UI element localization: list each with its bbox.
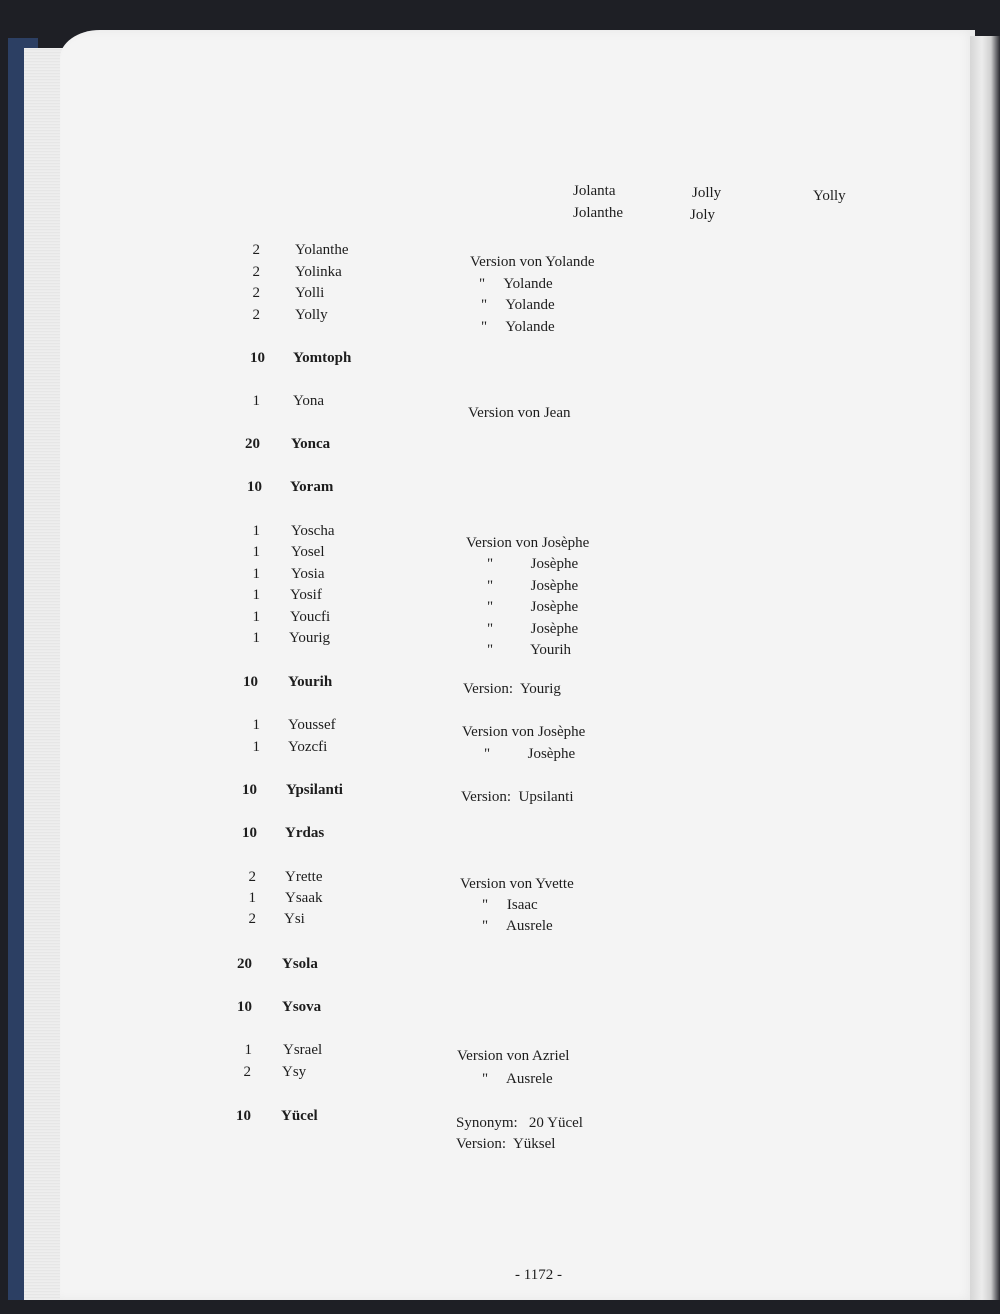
header-col-a-2: Jolanthe xyxy=(573,205,623,221)
entry-number: 1 xyxy=(252,739,260,755)
entry-name: Yolli xyxy=(295,285,325,301)
entry-name: Yozcfi xyxy=(288,739,328,755)
entry-number: 1 xyxy=(252,393,260,409)
entry-name: Yosel xyxy=(291,544,325,560)
entry-name: Yonca xyxy=(291,436,331,452)
entry-name: Yrdas xyxy=(285,825,325,841)
entry-note: " Yolande xyxy=(481,297,555,313)
entry-number: 1 xyxy=(252,609,260,625)
entry-note: " Yolande xyxy=(479,276,553,292)
entry-number: 2 xyxy=(252,264,260,280)
entry-name: Yoram xyxy=(290,479,334,495)
entry-number: 10 xyxy=(242,825,257,841)
header-col-a-1: Jolanta xyxy=(573,183,616,199)
entry-note: " Ausrele xyxy=(482,918,553,934)
entry-number: 2 xyxy=(252,242,260,258)
entry-name: Yomtoph xyxy=(293,350,352,366)
book-page xyxy=(60,30,975,1300)
entry-name: Yourig xyxy=(289,630,330,646)
entry-name: Youssef xyxy=(288,717,336,733)
header-col-c: Yolly xyxy=(813,188,846,204)
binding-shadow xyxy=(970,36,1000,1300)
entry-note: " Ausrele xyxy=(482,1071,553,1087)
entry-name: Yücel xyxy=(281,1108,318,1124)
entry-number: 1 xyxy=(248,890,256,906)
entry-number: 2 xyxy=(248,911,256,927)
entry-number: 1 xyxy=(252,566,260,582)
entry-note: Version von Yolande xyxy=(470,254,595,270)
entry-name: Yrette xyxy=(285,869,323,885)
entry-number: 1 xyxy=(252,717,260,733)
entry-name: Youcfi xyxy=(290,609,331,625)
entry-name: Ysaak xyxy=(285,890,323,906)
entry-name: Ypsilanti xyxy=(286,782,343,798)
entry-number: 1 xyxy=(252,587,260,603)
entry-note: Synonym: 20 Yücel xyxy=(456,1115,583,1131)
entry-note: " Josèphe xyxy=(487,599,579,615)
entry-number: 10 xyxy=(236,1108,251,1124)
entry-note: " Josèphe xyxy=(487,556,579,572)
entry-note: Version: Upsilanti xyxy=(461,789,574,805)
entry-note: Version von Josèphe xyxy=(462,724,586,740)
entry-number: 2 xyxy=(243,1064,251,1080)
entry-name: Ysola xyxy=(282,956,318,972)
entry-number: 20 xyxy=(237,956,252,972)
entry-number: 10 xyxy=(247,479,262,495)
header-col-b-1: Jolly xyxy=(692,185,722,201)
entry-name: Yolinka xyxy=(295,264,342,280)
entry-extra-note: Version: Yüksel xyxy=(456,1136,556,1152)
entry-note: Version von Jean xyxy=(468,405,571,421)
entry-name: Ysi xyxy=(284,911,305,927)
entry-number: 10 xyxy=(243,674,258,690)
entry-number: 1 xyxy=(252,544,260,560)
entry-note: " Yolande xyxy=(481,319,555,335)
entry-number: 1 xyxy=(244,1042,252,1058)
background-band xyxy=(0,1300,1000,1314)
entry-name: Yoscha xyxy=(291,523,335,539)
entry-name: Ysy xyxy=(282,1064,307,1080)
entry-number: 2 xyxy=(252,307,260,323)
entry-name: Ysrael xyxy=(283,1042,323,1058)
header-col-b-2: Joly xyxy=(690,207,716,223)
entry-note: " Josèphe xyxy=(487,578,579,594)
entry-number: 10 xyxy=(242,782,257,798)
entry-note: " Isaac xyxy=(482,897,538,913)
entry-number: 10 xyxy=(250,350,265,366)
entry-number: 2 xyxy=(248,869,256,885)
entry-number: 2 xyxy=(252,285,260,301)
entry-number: 1 xyxy=(252,630,260,646)
entry-name: Yolly xyxy=(295,307,328,323)
page-number: - 1172 - xyxy=(515,1267,562,1283)
entry-note: Version von Azriel xyxy=(457,1048,570,1064)
entry-note: " Josèphe xyxy=(487,621,579,637)
entry-name: Yosif xyxy=(290,587,322,603)
entry-note: Version: Yourig xyxy=(463,681,561,697)
entry-note: Version von Josèphe xyxy=(466,535,590,551)
entry-number: 1 xyxy=(252,523,260,539)
entry-note: " Yourih xyxy=(487,642,572,658)
entry-note: Version von Yvette xyxy=(460,876,574,892)
entry-name: Yourih xyxy=(288,674,333,690)
entry-number: 10 xyxy=(237,999,252,1015)
entry-number: 20 xyxy=(245,436,260,452)
entry-note: " Josèphe xyxy=(484,746,576,762)
entry-name: Ysova xyxy=(282,999,322,1015)
entry-name: Yosia xyxy=(291,566,325,582)
entry-name: Yona xyxy=(293,393,324,409)
entry-name: Yolanthe xyxy=(295,242,349,258)
